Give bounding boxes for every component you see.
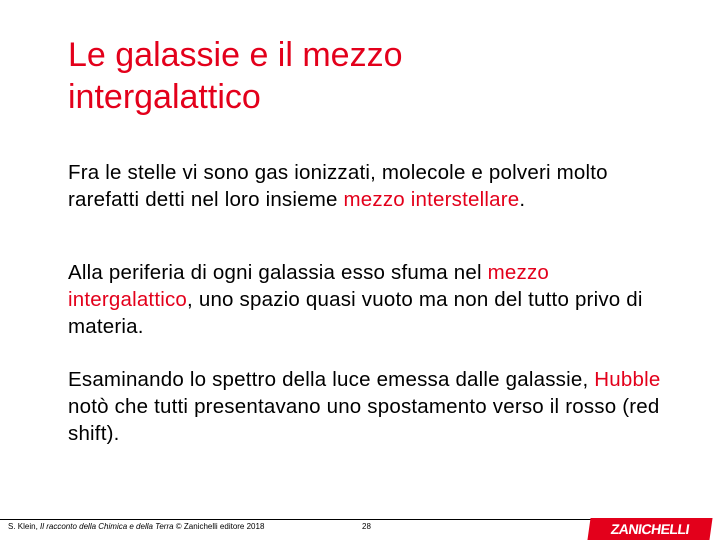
paragraph3-end: notò che tutti presentavano uno spostamento verso il rosso (red shift). — [68, 395, 660, 445]
paragraph3-highlight: Hubble — [594, 368, 661, 391]
footer-credit — [8, 522, 264, 531]
footer-divider — [0, 519, 605, 520]
paragraph-interstellar-medium — [68, 159, 668, 213]
paragraph2-text: Alla periferia di ogni galassia esso sfuma nel — [68, 261, 488, 284]
slide-title-line1: Le galassie e il mezzo — [68, 36, 403, 74]
footer-author: S. Klein, — [8, 522, 41, 531]
page-number: 28 — [362, 522, 371, 531]
footer-publisher: © Zanichelli editore 2018 — [173, 522, 265, 531]
paragraph3-text: Esaminando lo spettro della luce emessa dalle galassie, — [68, 368, 595, 391]
slide-title — [68, 34, 688, 118]
paragraph-red-shift — [68, 366, 668, 447]
footer-book-title: Il racconto della Chimica e della Terra — [40, 522, 174, 531]
paragraph2-end: , uno spazio quasi vuoto ma non del tutto privo di materia. — [68, 288, 643, 338]
paragraph1-highlight: mezzo interstellare — [343, 188, 520, 211]
paragraph-intergalactic-medium — [68, 259, 668, 340]
slide-title-line2: intergalattico — [68, 78, 261, 116]
paragraph2-highlight: mezzo intergalattico — [68, 261, 550, 311]
paragraph1-text: Fra le stelle vi sono gas ionizzati, molecole e polveri molto rarefatti detti nel loro insieme — [68, 161, 608, 211]
paragraph1-end: . — [519, 188, 526, 211]
zanichelli-logo: ZANICHELLI — [587, 518, 712, 540]
